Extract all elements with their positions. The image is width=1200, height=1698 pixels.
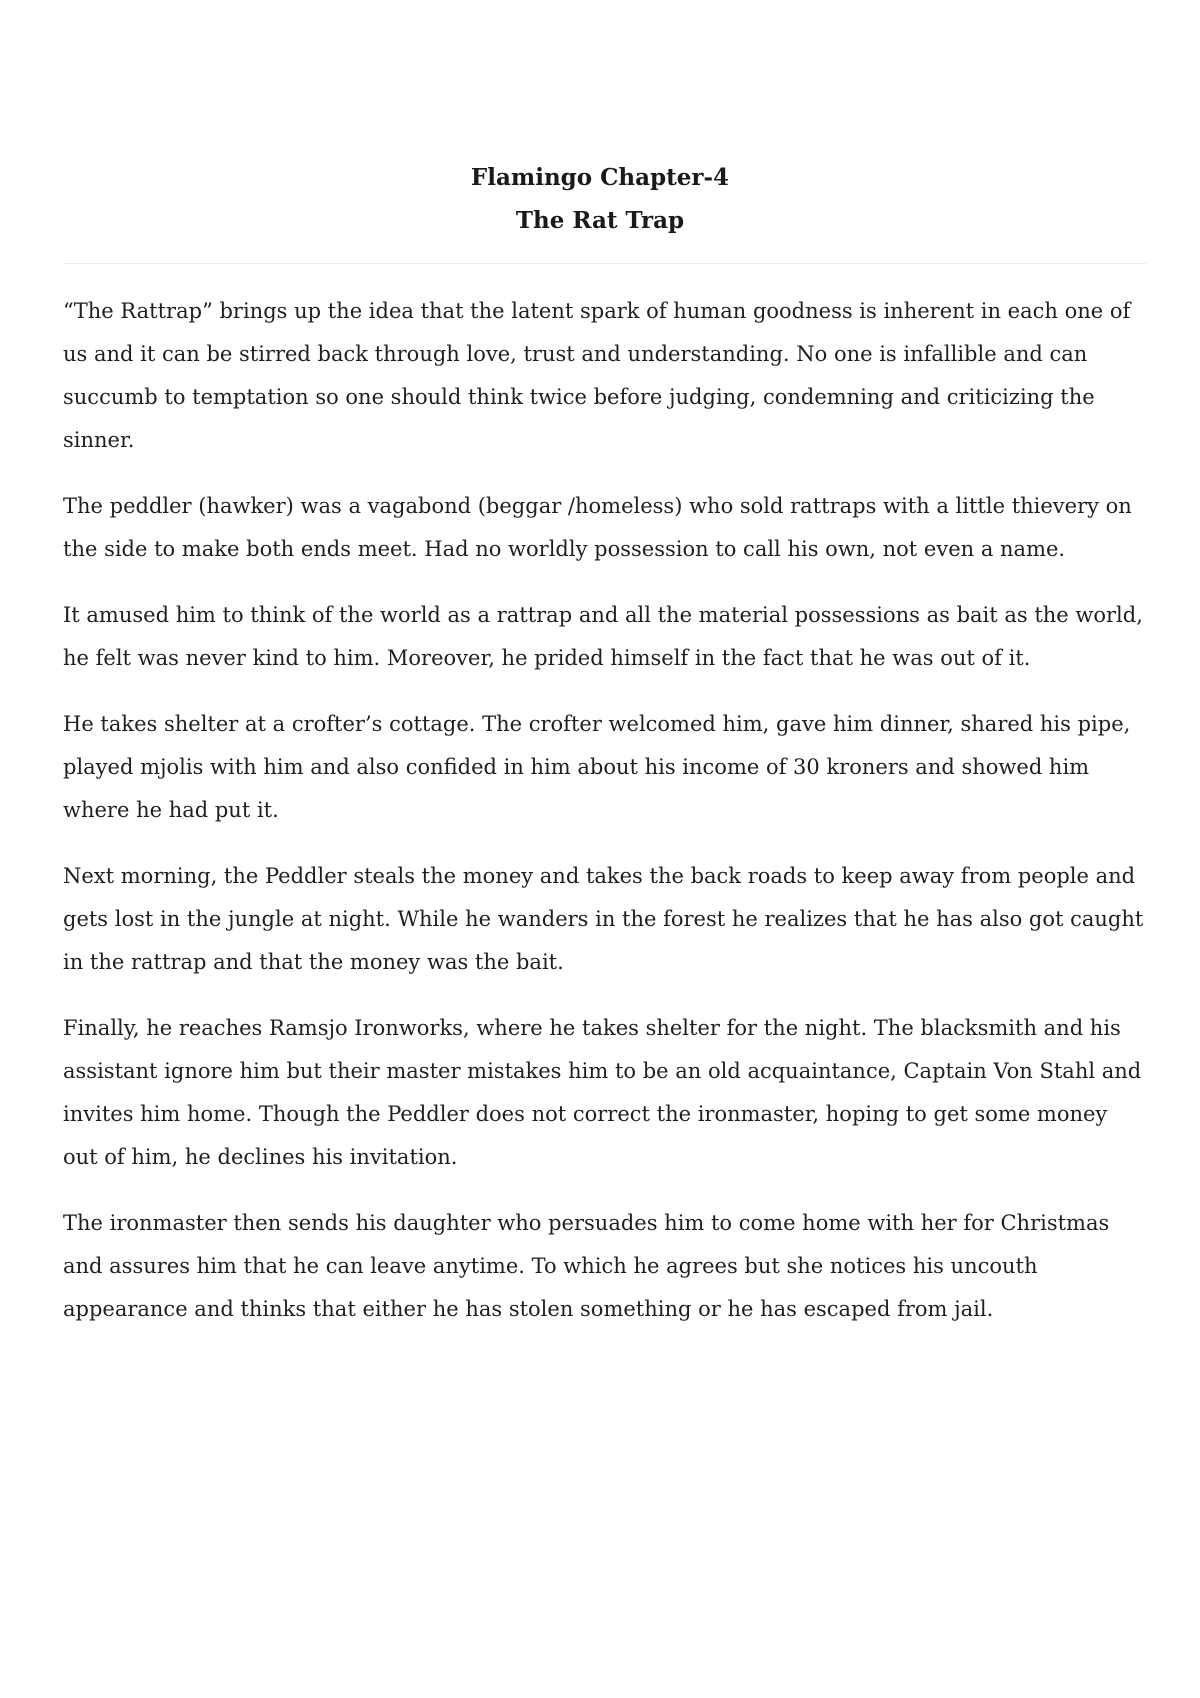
paragraph: The peddler (hawker) was a vagabond (beggar /homeless) who sold rattraps with a little thievery on the side to make both ends meet. Had no worldly possession to call his own, not even a name. [63,494,1132,561]
paragraph: It amused him to think of the world as a rattrap and all the material possessions as bait as the world, he felt was never kind to him. Moreover, he prided himself in the fact that he was out of it. [63,603,1143,670]
document-body [63,290,1148,1354]
document-header [0,156,1200,242]
paragraph: “The Rattrap” brings up the idea that the latent spark of human goodness is inherent in each one of us and it can be stirred back through love, trust and understanding. No one is infallible and can succumb to temptation so one should think twice before judging, condemning and criticizing the sinner. [63,299,1131,452]
paragraph: Finally, he reaches Ramsjo Ironworks, where he takes shelter for the night. The blacksmith and his assistant ignore him but their master mistakes him to be an old acquaintance, Captain Von Stahl and invites him home. Though the Peddler does not correct the ironmaster, hoping to get some money out of him, he declines his invitation. [63,1016,1142,1169]
document-title: Flamingo Chapter-4 [470,164,730,191]
header-divider [63,263,1146,264]
paragraph: Next morning, the Peddler steals the money and takes the back roads to keep away from people and gets lost in the jungle at night. While he wanders in the forest he realizes that he has also got caught in the rattrap and that the money was the bait. [63,864,1144,974]
paragraph: He takes shelter at a crofter’s cottage. The crofter welcomed him, gave him dinner, shared his pipe, played mjolis with him and also confided in him about his income of 30 kroners and showed him where he had put it. [63,712,1131,822]
document-subtitle: The Rat Trap [515,207,685,234]
paragraph: The ironmaster then sends his daughter who persuades him to come home with her for Christmas and assures him that he can leave anytime. To which he agrees but she notices his uncouth appearance and thinks that either he has stolen something or he has escaped from jail. [63,1211,1110,1321]
